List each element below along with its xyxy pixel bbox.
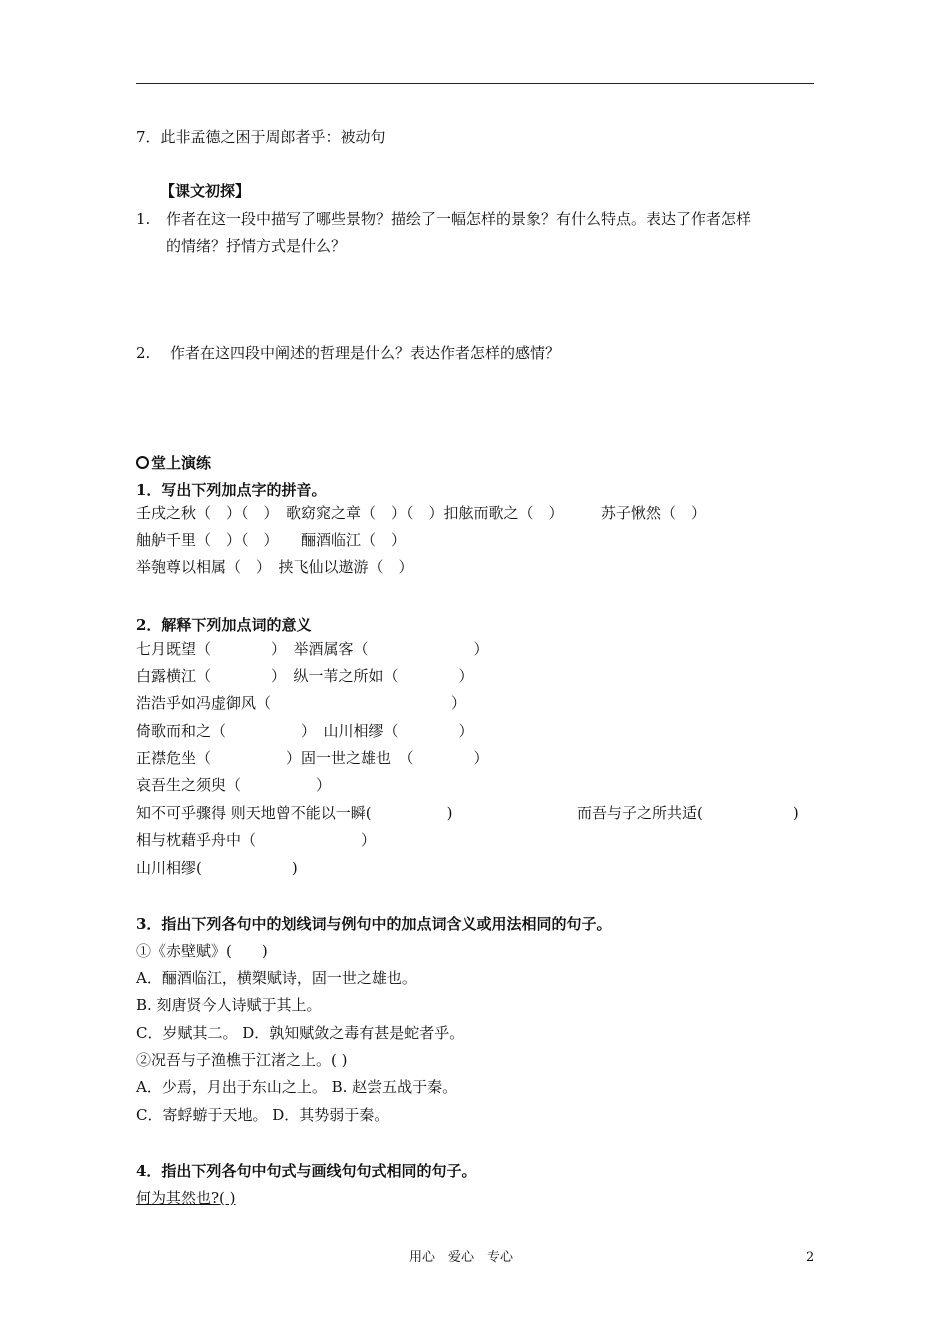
exercise-2-line: 白露横江（ ） 纵一苇之所如（ ）: [136, 667, 474, 685]
question-1-line-2: 的情绪？抒情方式是什么？: [166, 237, 347, 255]
exercise-2-line: 七月既望（ ） 举酒属客（ ）: [136, 640, 489, 658]
exercise-3-line: ②况吾与子渔樵于江渚之上。( ): [136, 1051, 348, 1069]
footer-motto: 用心 爱心 专心: [409, 1250, 514, 1265]
question-1-number: 1.: [136, 210, 151, 228]
exercise-3-line: C．寄蜉蝣于天地。 D．其势弱于秦。: [136, 1106, 390, 1124]
circle-bullet-icon: [136, 456, 149, 469]
exercise-3-line: B. 刻唐贤今人诗赋于其上。: [136, 996, 322, 1014]
exercise-2-line: 相与枕藉乎舟中（ ）: [136, 831, 377, 849]
section-heading-practice: [136, 453, 211, 473]
exercise-3-line: A．少焉，月出于东山之上。 B. 赵尝五战于秦。: [136, 1078, 458, 1096]
exercise-1-line: 壬戌之秋（ ）（ ） 歌窈窕之章（ ）（ ）扣舷而歌之（ ） 苏子愀然（ ）: [136, 504, 707, 522]
practice-heading-text: 堂上演练: [151, 454, 212, 472]
exercise-2-line: 山川相缪( ): [136, 859, 298, 877]
exercise-1-title: 1．写出下列加点字的拼音。: [136, 481, 327, 499]
section-heading-initial: 【课文初探】: [160, 182, 251, 200]
exercise-2-line: 正襟危坐（ ）固一世之雄也 （ ）: [136, 749, 489, 767]
header-rule: [136, 83, 814, 84]
exercise-2-long-right: 而吾与子之所共适( ): [577, 804, 799, 822]
exercise-1-line: 举匏尊以相属（ ） 挟飞仙以遨游（ ）: [136, 558, 414, 576]
question-1-line-1: 作者在这一段中描写了哪些景物？描绘了一幅怎样的景象？有什么特点。表达了作者怎样: [166, 210, 752, 228]
exercise-2-long-left: 知不可乎骤得 则天地曾不能以一瞬( ): [136, 804, 453, 822]
sentence-7: 7．此非孟德之困于周郎者乎：被动句: [136, 128, 386, 146]
exercise-2-title: 2．解释下列加点词的意义: [136, 616, 312, 634]
exercise-3-line: ①《赤壁赋》( ): [136, 942, 268, 960]
exercise-2-line: 倚歌而和之（ ） 山川相缪（ ）: [136, 722, 474, 740]
exercise-2-line: 浩浩乎如冯虚御风（ ）: [136, 694, 467, 712]
exercise-3-line: A．酾酒临江，横槊赋诗，固一世之雄也。: [136, 969, 417, 987]
exercise-4-title: 4．指出下列各句中句式与画线句句式相同的句子。: [136, 1162, 477, 1180]
exercise-4-underlined-sentence: 何为其然也?( ): [136, 1189, 236, 1207]
exercise-3-title: 3．指出下列各句中的划线词与例句中的加点词含义或用法相同的句子。: [136, 915, 612, 933]
exercise-1-line: 舳舻千里（ ）（ ） 酾酒临江（ ）: [136, 531, 407, 549]
exercise-2-line: 哀吾生之须臾（ ）: [136, 776, 332, 794]
exercise-3-line: C．岁赋其二。 D．孰知赋敛之毒有甚是蛇者乎。: [136, 1024, 465, 1042]
question-2-text: 作者在这四段中阐述的哲理是什么？表达作者怎样的感情？: [170, 344, 561, 362]
page-number: 2: [806, 1250, 815, 1265]
question-2-number: 2.: [136, 344, 151, 362]
